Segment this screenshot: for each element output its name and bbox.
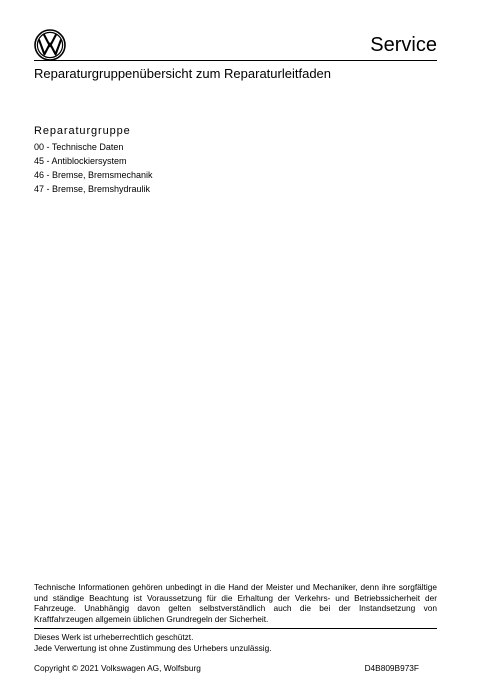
copyright-notice-line: Jede Verwertung ist ohne Zustimmung des Urhebers unzulässig. (34, 642, 272, 653)
copyright-notice (34, 632, 272, 653)
repair-group-item[interactable]: 47 - Bremse, Bremshydraulik (34, 184, 151, 194)
repair-group-item[interactable]: 00 - Technische Daten (34, 142, 124, 152)
document-id: D4B809B973F (364, 663, 419, 673)
footer-divider (34, 628, 437, 629)
repair-group-item[interactable]: 46 - Bremse, Bremsmechanik (34, 170, 153, 180)
vw-logo-icon (34, 29, 66, 61)
copyright-text: Copyright © 2021 Volkswagen AG, Wolfsburg (34, 663, 201, 673)
repair-group-item[interactable]: 45 - Antiblockiersystem (34, 156, 127, 166)
header-divider (34, 60, 437, 61)
safety-notice: Technische Informationen gehören unbedingt in die Hand der Meister und Mechaniker, denn ihre sorgfältige und ständige Beachtung ist Voraussetzung für die Erhaltung der Verkehrs- und Betriebssicherheit der Fahrzeuge. Unabhängig davon gelten selbstverständlich auch die bei der Instandsetzung von Kraftfahrzeugen allgemein üblichen Grundregeln der Sicherheit. (34, 582, 437, 624)
repair-group-list (34, 140, 153, 196)
brand-label: Service (370, 34, 437, 56)
page-subtitle: Reparaturgruppenübersicht zum Reparaturleitfaden (34, 66, 332, 81)
repair-group-heading: Reparaturgruppe (34, 125, 131, 137)
copyright-notice-line: Dieses Werk ist urheberrechtlich geschützt. (34, 632, 194, 642)
